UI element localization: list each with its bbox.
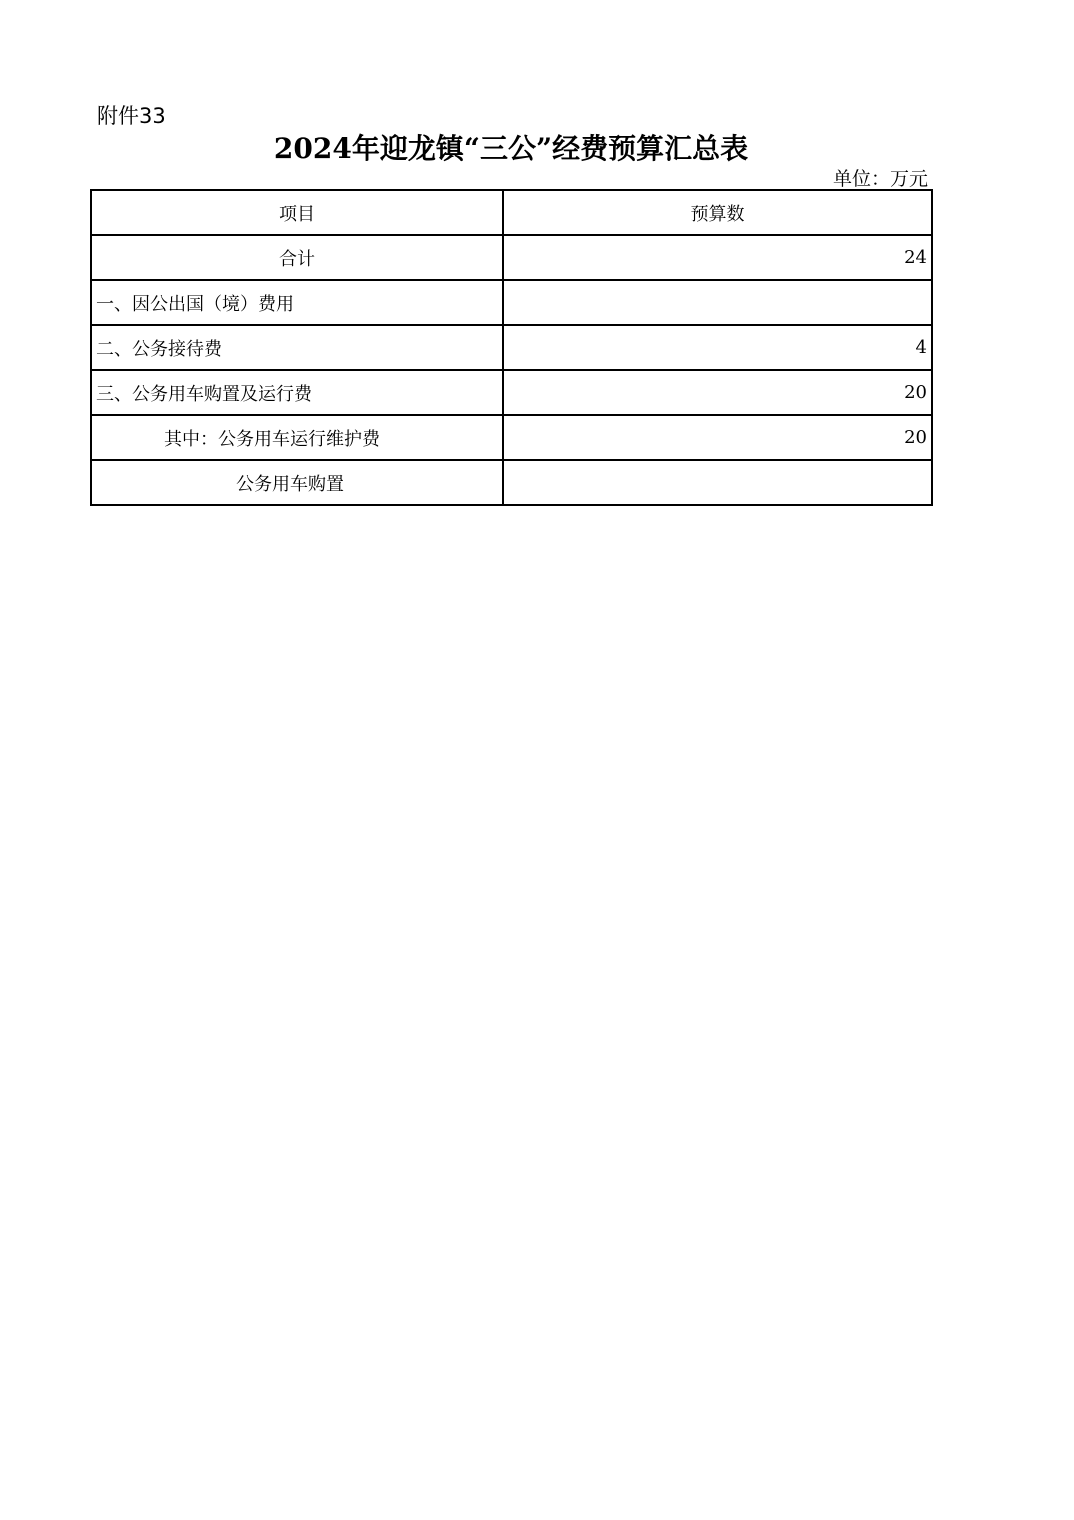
page-title: 2024年迎龙镇“三公”经费预算汇总表	[273, 132, 749, 165]
row-value	[503, 280, 932, 325]
table-row	[91, 415, 932, 460]
row-label: 三、公务用车购置及运行费	[91, 370, 503, 415]
row-value	[503, 460, 932, 505]
row-value: 4	[503, 325, 932, 370]
table-row	[91, 280, 932, 325]
table-row	[91, 325, 932, 370]
row-value: 24	[503, 235, 932, 280]
table-row	[91, 370, 932, 415]
row-value: 20	[503, 370, 932, 415]
table-row	[91, 460, 932, 505]
row-label: 公务用车购置	[91, 460, 503, 505]
budget-table	[90, 189, 933, 506]
header-item: 项目	[91, 190, 503, 235]
row-value: 20	[503, 415, 932, 460]
row-label: 合计	[91, 235, 503, 280]
row-label: 二、公务接待费	[91, 325, 503, 370]
header-budget: 预算数	[503, 190, 932, 235]
table-header-row	[91, 190, 932, 235]
table-row-total	[91, 235, 932, 280]
unit-label: 单位：万元	[832, 168, 928, 190]
row-label: 其中：公务用车运行维护费	[91, 415, 503, 460]
attachment-label: 附件33	[97, 104, 166, 128]
row-label: 一、因公出国（境）费用	[91, 280, 503, 325]
